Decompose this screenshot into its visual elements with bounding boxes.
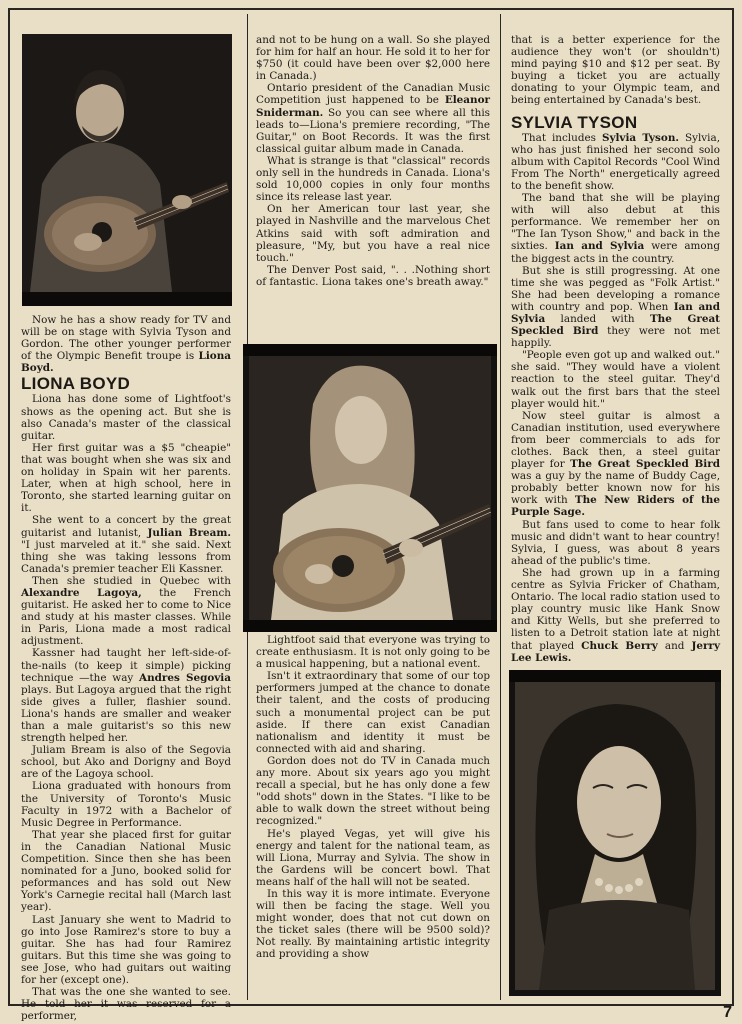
liona-paragraph-3 bbox=[21, 514, 231, 574]
name-new-riders: The New Riders of the Purple Sage. bbox=[511, 494, 720, 519]
col3-paragraph-2 bbox=[511, 132, 720, 192]
name-andres-segovia: Andres Segovia bbox=[139, 671, 231, 684]
liona-paragraph-6: Juliam Bream is also of the Segovia school, but Ako and Dorigny and Boyd are of the Lagoya school. bbox=[21, 744, 231, 781]
text-span: Kassner had taught her left-side-of-the-nails (to keep it simple) picking technique —the way bbox=[21, 647, 231, 684]
liona-paragraph-7: Liona graduated with honours from the University of Toronto's Music Faculty in 1972 with a Bachelor of Music Degree in Performance. bbox=[21, 780, 231, 829]
col3-paragraph-1: that is a better experience for the audience they won't (or shouldn't) mind paying $10 and $12 per seat. By buying a ticket you are actually donating to your Olympic team, and being entertained by Canada's best. bbox=[511, 34, 720, 107]
text-span: were among the biggest acts in the country. bbox=[511, 240, 720, 265]
name-great-speckled-bird: The Great Speckled Bird bbox=[570, 458, 720, 471]
left-rule bbox=[8, 8, 10, 1006]
column-3 bbox=[511, 34, 720, 664]
name-jerry-lee-lewis: Jerry Lee Lewis. bbox=[511, 639, 720, 664]
intro-name-liona: Liona Boyd. bbox=[21, 350, 231, 375]
text-span: "I just marveled at it." she said. Next thing she was taking lessons from Canada's premier teacher Eli Kassner. bbox=[21, 538, 231, 575]
text-span: the French guitarist. He asked her to come to Nice and study at his master classes. While in Paris, Liona made a most radical adjustment. bbox=[21, 586, 231, 648]
column-1 bbox=[21, 314, 231, 1022]
liona-paragraph-4 bbox=[21, 575, 231, 648]
text-span: The band that she will be playing with will also debut at this performance. We remember her on "The Ian Tyson Show," and back in the sixties. bbox=[511, 192, 720, 253]
col3-paragraph-5: "People even got up and walked out." she said. "They would have a violent reaction to the steel guitar. They'd walk out the first bars that the steel player would hit." bbox=[511, 349, 720, 410]
column-2-top bbox=[256, 34, 490, 288]
intro-text: Now he has a show ready for TV and will be on stage with Sylvia Tyson and Gordon. The other younger performer of the Olympic Benefit troupe is bbox=[21, 314, 231, 363]
text-span: That includes bbox=[522, 131, 596, 144]
liona-paragraph-10: That was the one she wanted to see. He told her it was reserved for a performer, bbox=[21, 986, 231, 1023]
col2-paragraph-6: Lightfoot said that everyone was trying to create enthusiasm. It is not only going to be a musical happening, but a national event. bbox=[256, 634, 490, 671]
column-2-bottom bbox=[256, 634, 490, 961]
heading-sylvia-tyson: SYLVIA TYSON bbox=[511, 112, 638, 132]
col3-paragraph-4 bbox=[511, 265, 720, 350]
liona-paragraph-1: Liona has done some of Lightfoot's shows as the opening act. But she is also Canada's master of the classical guitar. bbox=[21, 393, 231, 442]
top-rule bbox=[8, 8, 734, 10]
col2-paragraph-5: The Denver Post said, ". . .Nothing short of fantastic. Liona takes one's breath away." bbox=[256, 263, 490, 288]
col2-paragraph-10: In this way it is more intimate. Everyone will then be facing the stage. Well you might wonder, does that not cut down on the ticket sales (there will be 9500 sold)? Not really. By maintaining artistic integrity and providing a show bbox=[256, 887, 490, 961]
text-span: landed with bbox=[560, 312, 635, 325]
photo-gordon-lightfoot bbox=[22, 34, 232, 306]
text-span: Ontario president of the Canadian Music Competition just happened to be bbox=[256, 82, 490, 107]
col2-paragraph-4: On her American tour last year, she played in Nashville and the marvelous Chet Atkins said with soft admiration and pleasure, "My, but you have a real nice touch." bbox=[256, 203, 490, 264]
text-span: She had grown up in a farming centre as Sylvia Fricker of Chatham, Ontario. The local radio station used to play country music like Hank Snow and Kitty Wells, but she preferred to listen to a Detroit station late at night that played bbox=[511, 566, 720, 652]
text-span: plays. But Lagoya argued that the right side gives a fuller, flashier sound. Liona's hands are smaller and weaker than a male guitarist's so this new strength helped her. bbox=[21, 683, 231, 745]
right-rule bbox=[732, 8, 734, 1006]
col3-paragraph-8 bbox=[511, 567, 720, 664]
liona-paragraph-8: That year she placed first for guitar in the Canadian National Music Competition. Since then she has been nominated for a Juno, booked solid for peformances and has sold out New York's Carnegie recital hall (March last year). bbox=[21, 828, 231, 914]
intro-paragraph bbox=[21, 314, 231, 374]
name-ian-and-sylvia: Ian and Sylvia bbox=[554, 240, 645, 253]
name-ian-and-sylvia: Ian and Sylvia bbox=[511, 300, 720, 325]
text-span: Sylvia, who has just finished her second solo album with Capitol Records "Cool Wind From The North" energetically agreed to the benefit show. bbox=[511, 131, 721, 192]
heading-liona-boyd: LIONA BOYD bbox=[21, 374, 131, 394]
col2-paragraph-7: Isn't it extraordinary that some of our top performers jumped at the chance to donate their talent, and the costs of producing such a monumental project can be put aside. If there can exist Canadian nationalism and identity it must be connected with aid and sharing. bbox=[256, 670, 490, 755]
liona-paragraph-9: Last January she went to Madrid to go into Jose Ramirez's store to buy a guitar. She has had four Ramirez guitars. But this time she was going to see Jose, who had guitars out waiting for her (except one). bbox=[21, 913, 231, 986]
liona-paragraph-2: Her first guitar was a $5 "cheapie" that was bought when she was six and on holiday in Spain wit her parents. Later, when at high school, here in Toronto, she started learning guitar on it. bbox=[21, 441, 231, 515]
text-span: was a guy by the name of Buddy Cage, probably better known now for his work with bbox=[511, 470, 720, 507]
name-eleanor-sniderman: Eleanor Sniderman. bbox=[256, 94, 490, 119]
name-sylvia-tyson: Sylvia Tyson. bbox=[601, 131, 680, 144]
col2-paragraph-9: He's played Vegas, yet will give his energy and talent for the national team, as will Liona, Murray and Sylvia. The show in the Gardens will be concert bowl. That means half of the hall will not be seated. bbox=[256, 827, 490, 888]
page-number: 7 bbox=[723, 1004, 732, 1021]
name-chuck-berry: Chuck Berry bbox=[581, 639, 658, 652]
col2-paragraph-2 bbox=[256, 82, 490, 155]
text-span: She went to a concert by the great guitarist and lutanist, bbox=[21, 514, 231, 539]
name-great-speckled-bird: The Great Speckled Bird bbox=[511, 312, 720, 338]
col2-paragraph-3: What is strange is that "classical" records only sell in the hundreds in Canada. Liona's sold 10,000 copies in only four months since its release last year. bbox=[256, 154, 490, 204]
text-span: Now steel guitar is almost a Canadian institution, used everywhere from beer commercials to ads for clothes. Back then, a steel guitar player for bbox=[511, 409, 720, 471]
col3-paragraph-3 bbox=[511, 192, 720, 265]
column-rule-2 bbox=[500, 14, 501, 1000]
text-span: Then she studied in Quebec with bbox=[32, 574, 231, 587]
text-span: and bbox=[664, 639, 685, 652]
col3-paragraph-6 bbox=[511, 410, 720, 519]
col3-paragraph-7: But fans used to come to hear folk music and didn't want to hear country! Sylvia, I guess, was about 8 years ahead of the public's time. bbox=[511, 518, 720, 567]
text-span: So you can see where all this leads to—Liona's premiere recording, "The Guitar," on Boot Records. It was the first classical guitar album made in Canada. bbox=[256, 106, 490, 155]
col2-paragraph-8: Gordon does not do TV in Canada much any more. About six years ago you might recall a special, but he has only done a few "odd shots" down in the States. "I like to be able to walk down the street without being recognized." bbox=[256, 754, 490, 828]
photo-sylvia-tyson bbox=[509, 670, 721, 996]
name-julian-bream: Julian Bream. bbox=[147, 526, 231, 539]
text-span: But she is still progressing. At one time she was pegged as "Folk Artist." She had been developing a romance with country and pop. When bbox=[511, 264, 720, 313]
name-alexandre-lagoya: Alexandre Lagoya, bbox=[21, 586, 142, 599]
text-span: they were not met happily. bbox=[511, 325, 720, 350]
photo-liona-boyd bbox=[243, 344, 497, 632]
liona-paragraph-5 bbox=[21, 647, 231, 744]
col2-paragraph-1: and not to be hung on a wall. So she played for him for half an hour. He sold it to her for $750 (it could have been over $2,000 here in Canada.) bbox=[256, 34, 490, 83]
